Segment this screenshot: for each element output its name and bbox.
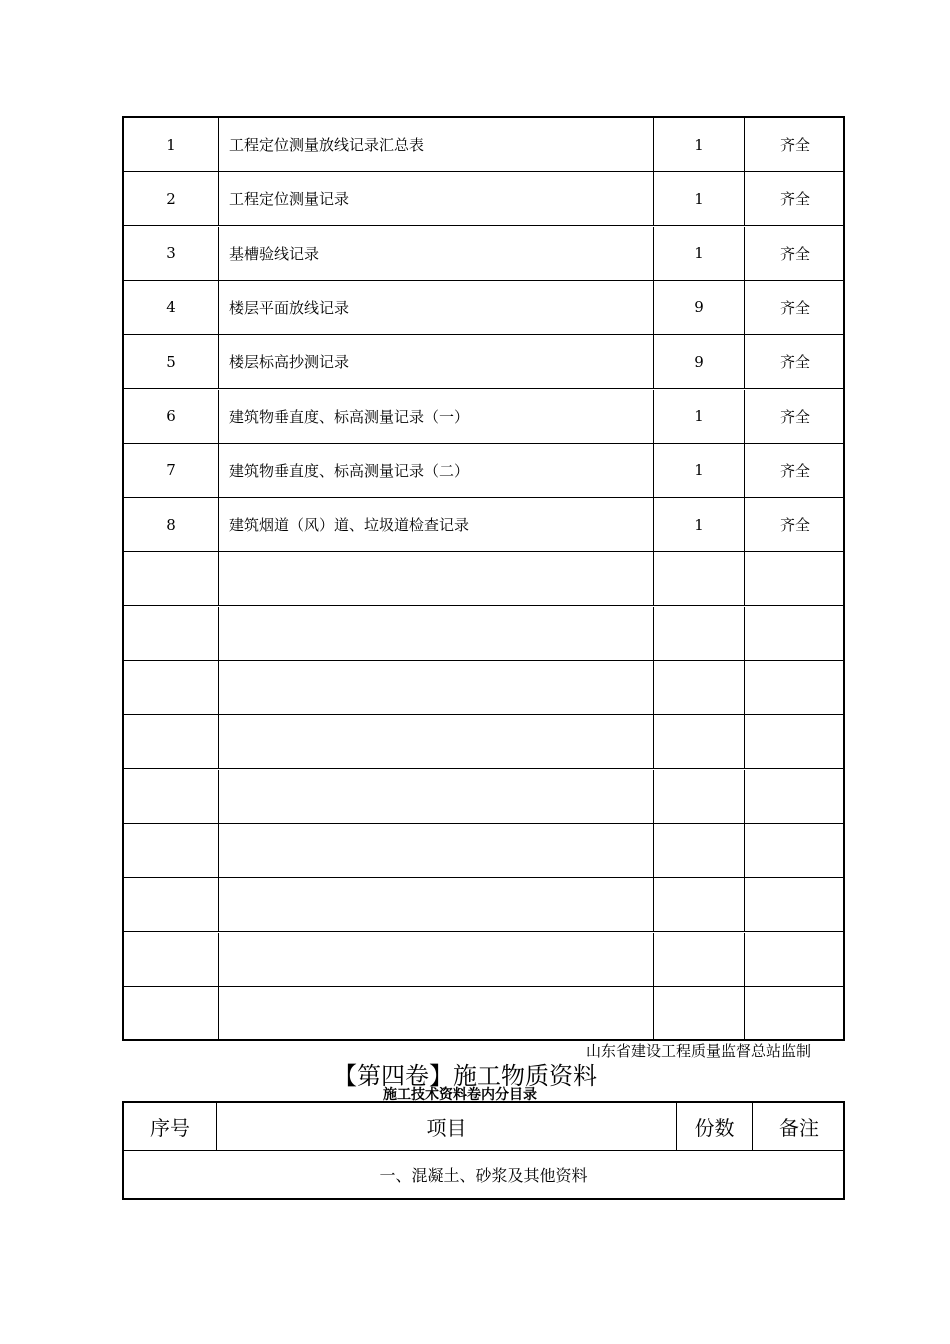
catalog-table <box>122 116 845 1041</box>
row-number: 7 <box>124 444 219 498</box>
row-item <box>219 661 654 715</box>
table-row <box>124 172 843 226</box>
row-number: 3 <box>124 227 219 281</box>
row-count: 9 <box>654 335 745 389</box>
row-note <box>745 878 845 932</box>
row-number <box>124 824 219 878</box>
sub-title: 施工技术资料卷内分目录 <box>383 1087 537 1103</box>
row-count: 1 <box>654 498 745 552</box>
row-number: 5 <box>124 335 219 389</box>
row-number: 2 <box>124 172 219 226</box>
row-item <box>219 607 654 661</box>
table-row <box>124 227 843 281</box>
row-item <box>219 552 654 606</box>
row-item: 建筑烟道（风）道、垃圾道检查记录 <box>219 498 654 552</box>
row-count <box>654 770 745 824</box>
header-note: 备注 <box>753 1103 845 1151</box>
row-number: 1 <box>124 118 219 172</box>
row-item <box>219 987 654 1041</box>
header-no: 序号 <box>124 1103 217 1151</box>
row-item: 工程定位测量放线记录汇总表 <box>219 118 654 172</box>
row-number <box>124 661 219 715</box>
row-number <box>124 933 219 987</box>
row-note <box>745 661 845 715</box>
row-count <box>654 552 745 606</box>
row-count: 1 <box>654 390 745 444</box>
volume-title: 【第四卷】施工物质资料 <box>333 1062 597 1090</box>
table-row <box>124 390 843 444</box>
row-item: 楼层平面放线记录 <box>219 281 654 335</box>
row-note <box>745 933 845 987</box>
table-row <box>124 552 843 606</box>
row-note: 齐全 <box>745 335 845 389</box>
row-number <box>124 552 219 606</box>
row-note <box>745 715 845 769</box>
row-count: 1 <box>654 172 745 226</box>
table-row <box>124 824 843 878</box>
table-row <box>124 878 843 932</box>
row-number <box>124 715 219 769</box>
row-count: 9 <box>654 281 745 335</box>
row-count: 1 <box>654 444 745 498</box>
header-count: 份数 <box>677 1103 753 1151</box>
row-note: 齐全 <box>745 390 845 444</box>
row-note: 齐全 <box>745 227 845 281</box>
table-row <box>124 281 843 335</box>
row-note <box>745 607 845 661</box>
row-item <box>219 715 654 769</box>
table-row <box>124 987 843 1041</box>
row-note: 齐全 <box>745 118 845 172</box>
row-item: 工程定位测量记录 <box>219 172 654 226</box>
row-count <box>654 715 745 769</box>
table-row <box>124 933 843 987</box>
row-number <box>124 770 219 824</box>
table-row <box>124 118 843 172</box>
row-item: 建筑物垂直度、标高测量记录（二） <box>219 444 654 498</box>
row-item: 基槽验线记录 <box>219 227 654 281</box>
table-row <box>124 661 843 715</box>
header-item: 项目 <box>217 1103 677 1151</box>
table-row <box>124 444 843 498</box>
row-count <box>654 933 745 987</box>
section-heading: 一、混凝土、砂浆及其他资料 <box>379 1166 588 1185</box>
row-note: 齐全 <box>745 444 845 498</box>
supervisor-note: 山东省建设工程质量监督总站监制 <box>586 1042 812 1060</box>
row-item <box>219 824 654 878</box>
row-note: 齐全 <box>745 281 845 335</box>
row-count: 1 <box>654 227 745 281</box>
row-number <box>124 607 219 661</box>
row-note <box>745 770 845 824</box>
row-note <box>745 987 845 1041</box>
row-count <box>654 878 745 932</box>
row-count <box>654 607 745 661</box>
row-number: 4 <box>124 281 219 335</box>
row-note <box>745 824 845 878</box>
row-number <box>124 878 219 932</box>
row-item <box>219 933 654 987</box>
row-number: 6 <box>124 390 219 444</box>
row-note: 齐全 <box>745 172 845 226</box>
row-note <box>745 552 845 606</box>
table-row <box>124 498 843 552</box>
table-row <box>124 607 843 661</box>
table-row <box>124 715 843 769</box>
volume-catalog-table <box>122 1101 845 1200</box>
row-item <box>219 878 654 932</box>
row-count <box>654 824 745 878</box>
row-note: 齐全 <box>745 498 845 552</box>
row-item <box>219 770 654 824</box>
row-count <box>654 987 745 1041</box>
row-number <box>124 987 219 1041</box>
row-number: 8 <box>124 498 219 552</box>
row-item: 建筑物垂直度、标高测量记录（一） <box>219 390 654 444</box>
row-count: 1 <box>654 118 745 172</box>
table-row <box>124 335 843 389</box>
row-item: 楼层标高抄测记录 <box>219 335 654 389</box>
table-row <box>124 770 843 824</box>
row-count <box>654 661 745 715</box>
